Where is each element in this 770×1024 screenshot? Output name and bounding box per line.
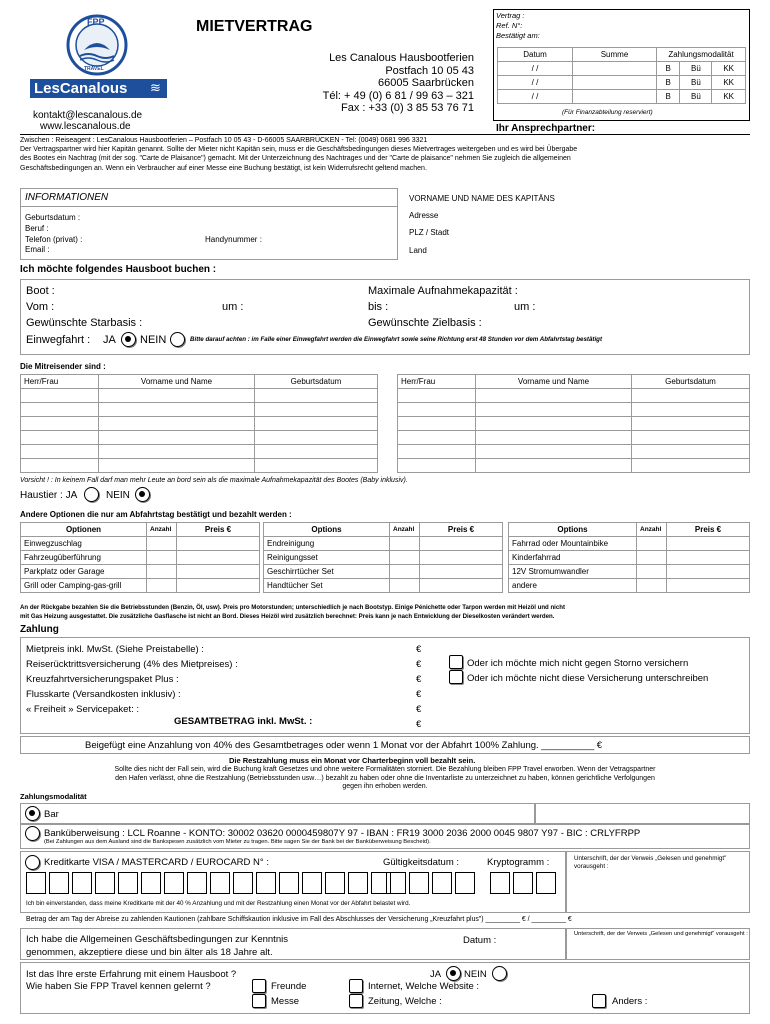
option-label: Kinderfahrrad <box>509 551 637 565</box>
col-header-price: Preis € <box>177 523 260 537</box>
payment-header-sum: Summe <box>573 48 657 62</box>
company-city: 66005 Saarbrücken <box>377 77 474 90</box>
passenger-cell[interactable] <box>255 389 378 403</box>
payment-line: Mietpreis inkl. MwSt. (Siehe Preistabelle) : <box>26 644 204 655</box>
option-price[interactable] <box>177 537 260 551</box>
first-experience-question: Ist das Ihre erste Erfahrung mit einem Hausboot ? <box>26 969 237 980</box>
passenger-cell[interactable] <box>476 445 632 459</box>
passenger-cell[interactable] <box>632 445 750 459</box>
euro-sign: € <box>416 644 422 655</box>
option-qty[interactable] <box>637 537 667 551</box>
fair-checkbox[interactable] <box>252 994 266 1008</box>
payment-sum[interactable] <box>573 90 657 104</box>
intro-line: Der Vertragspartner wird hier Kapitän genannt. Sollte der Mieter nicht Kapitän sein, muss er die Geschäftsbedingungen dieses Mietvertrages weitergeben und es wird bei Übergabe <box>20 146 578 154</box>
option-qty[interactable] <box>637 565 667 579</box>
passenger-cell[interactable] <box>476 389 632 403</box>
passenger-cell[interactable] <box>476 403 632 417</box>
option-price[interactable] <box>667 565 750 579</box>
option-qty[interactable] <box>390 565 420 579</box>
from-time-field[interactable]: um : <box>222 301 244 313</box>
payment-mode-kk[interactable]: KK <box>712 76 746 90</box>
options-table-1 <box>20 522 260 593</box>
contract-meta <box>496 11 540 41</box>
payment-sum[interactable] <box>573 62 657 76</box>
passenger-cell[interactable] <box>398 403 476 417</box>
payment-date[interactable]: / / <box>498 90 573 104</box>
passenger-cell[interactable] <box>632 459 750 473</box>
bank-transfer-radio[interactable] <box>25 826 40 841</box>
passenger-cell[interactable] <box>476 431 632 445</box>
options-table-3 <box>508 522 750 593</box>
to-time-field[interactable]: um : <box>514 301 536 313</box>
passenger-cell[interactable] <box>398 445 476 459</box>
pet-no-radio[interactable] <box>135 487 150 502</box>
pet-yes-radio[interactable] <box>84 487 99 502</box>
option-price[interactable] <box>420 565 503 579</box>
no-storno-label: Oder ich möchte mich nicht gegen Storno versichern <box>467 658 689 669</box>
profession-field[interactable]: Beruf : <box>25 224 49 233</box>
option-label: Parkplatz oder Garage <box>21 565 147 579</box>
first-experience-no-label: NEIN <box>464 969 487 980</box>
card-crypto-input[interactable] <box>490 872 556 894</box>
options-note-line: An der Rückgabe bezahlen Sie die Betriebsstunden (Benzin, Öl, usw). Preis pro Motorstunden; unterschiedlich je nach Bootstyp. Einige Pénichette oder Tarpon werden mit Heizöl und nicht <box>20 604 566 611</box>
passenger-cell[interactable] <box>99 459 255 473</box>
col-header-price: Preis € <box>667 523 750 537</box>
info-heading: INFORMATIONEN <box>25 192 109 203</box>
option-label: Handtücher Set <box>264 579 390 593</box>
option-qty[interactable] <box>147 579 177 593</box>
deposit-kaution[interactable]: Betrag der am Tag der Abreise zu zahlenden Kautionen (zahlbare Schiffskaution inklusive im Fall des Abschlusses der Versicherung „Kreuzfahrt plus") _________ € / _________ € <box>26 916 572 923</box>
option-label: Einwegzuschlag <box>21 537 147 551</box>
pet-no-label: NEIN <box>106 490 130 501</box>
payment-date[interactable]: / / <box>498 76 573 90</box>
passenger-cell[interactable] <box>21 403 99 417</box>
col-header-title: Herr/Frau <box>21 375 99 389</box>
option-label: Grill oder Camping-gas-grill <box>21 579 147 593</box>
rest-heading: Die Restzahlung muss ein Monat vor Charterbeginn voll bezahlt sein. <box>229 756 476 765</box>
end-base-field[interactable]: Gewünschte Zielbasis : <box>368 317 482 329</box>
deposit-text[interactable]: Beigefügt eine Anzahlung von 40% des Gesamtbetrages oder wenn 1 Monat vor der Abfahrt 100% Zahlung. __________ € <box>85 740 603 751</box>
internet-checkbox[interactable] <box>349 979 363 993</box>
payment-sum[interactable] <box>573 76 657 90</box>
booking-heading: Ich möchte folgendes Hausboot buchen : <box>20 264 217 275</box>
option-label: Fahrrad oder Mountainbike <box>509 537 637 551</box>
intro-text <box>20 136 750 173</box>
other-label: Anders : <box>612 996 648 1007</box>
passenger-cell[interactable] <box>21 459 99 473</box>
boat-field[interactable]: Boot : <box>26 285 55 297</box>
vertrag-label: Vertrag : <box>496 11 525 20</box>
captain-name-field[interactable]: VORNAME UND NAME DES KAPITÄNS <box>409 194 555 203</box>
payment-mode-b[interactable]: B <box>657 76 680 90</box>
how-found-question: Wie haben Sie FPP Travel kennen gelernt ? <box>26 981 211 992</box>
payment-heading: Zahlung <box>20 624 59 635</box>
euro-column <box>416 642 421 732</box>
terms-signature-note: Unterschrift, der der Verweis „Gelesen und genehmigt" vorausgeht : <box>574 931 748 937</box>
payment-lines <box>26 642 238 717</box>
passenger-cell[interactable] <box>99 431 255 445</box>
birthdate-field[interactable]: Geburtsdatum : <box>25 213 81 222</box>
page-title: MIETVERTRAG <box>196 18 313 35</box>
card-number-input[interactable] <box>26 872 391 894</box>
card-valid-label: Gültigkeitsdatum : <box>383 857 460 868</box>
cash-box-right <box>535 803 750 824</box>
credit-card-label: Kreditkarte VISA / MASTERCARD / EUROCARD N° : <box>44 857 269 868</box>
option-qty[interactable] <box>147 565 177 579</box>
payment-header-date: Datum <box>498 48 573 62</box>
passenger-cell[interactable] <box>99 417 255 431</box>
passenger-cell[interactable] <box>21 389 99 403</box>
passengers-table-left <box>20 374 378 473</box>
ref-label: Ref. N°: <box>496 21 523 30</box>
oneway-no-label: NEIN <box>140 334 167 346</box>
passenger-cell[interactable] <box>255 431 378 445</box>
card-signature-note: Unterschrift, der der Verweis „Gelesen und genehmigt" vorausgeht : <box>574 855 727 870</box>
friends-checkbox[interactable] <box>252 979 266 993</box>
payment-line: Flusskarte (Versandkosten inklusiv) : <box>26 689 181 700</box>
passenger-cell[interactable] <box>632 431 750 445</box>
option-qty[interactable] <box>390 537 420 551</box>
col-header-option: Options <box>509 523 637 537</box>
option-label: Reinigungsset <box>264 551 390 565</box>
rest-line: Sollte dies nicht der Fall sein, wird die Buchung kraft Gesetzes und ohne weitere Formalitäten storniert. Die Bezahlung bleiben FPP Travel erworben. Wenn der Vetragspartner <box>114 766 656 773</box>
passenger-cell[interactable] <box>632 389 750 403</box>
to-date-field[interactable]: bis : <box>368 301 389 313</box>
payment-header-mode: Zahlungsmodalität <box>657 48 746 62</box>
option-price[interactable] <box>667 579 750 593</box>
header-divider <box>20 134 750 135</box>
col-header-title: Herr/Frau <box>398 375 476 389</box>
passenger-cell[interactable] <box>99 389 255 403</box>
passenger-cell[interactable] <box>255 417 378 431</box>
col-header-qty: Anzahl <box>637 523 667 537</box>
company-address <box>280 52 474 115</box>
phone-field[interactable]: Telefon (privat) : <box>25 235 83 244</box>
oneway-note: Bitte darauf achten : im Falle einer Einwegfahrt werden die Einwegfahrt sowie seine Richtung erst 48 Stunden vor dem Abfahrtstag bestätigt <box>190 336 603 343</box>
payment-date[interactable]: / / <box>498 62 573 76</box>
option-price[interactable] <box>667 551 750 565</box>
newspaper-label: Zeitung, Welche : <box>368 996 442 1007</box>
pet-label: Haustier : JA <box>20 490 78 501</box>
passenger-cell[interactable] <box>398 389 476 403</box>
payment-mode-bu[interactable]: Bü <box>680 62 712 76</box>
passengers-table-right <box>397 374 750 473</box>
passenger-cell[interactable] <box>99 403 255 417</box>
other-checkbox[interactable] <box>592 994 606 1008</box>
card-valid-input[interactable] <box>386 872 475 894</box>
option-price[interactable] <box>420 579 503 593</box>
option-price[interactable] <box>177 565 260 579</box>
address-field[interactable]: Adresse <box>409 211 439 220</box>
cash-radio[interactable] <box>25 806 40 821</box>
first-experience-yes-label: JA <box>430 969 442 980</box>
no-insurance-checkbox[interactable] <box>449 670 463 684</box>
friends-label: Freunde <box>271 981 307 992</box>
intro-line: Geschäftsbedingungen an. Wenn ein Verbraucher auf einer Messe eine Buchung bestätigt, ist kein Widerrufsrecht geltend machen. <box>20 164 427 172</box>
payment-table <box>497 47 746 104</box>
company-tel: Tél: + 49 (0) 6 81 / 99 63 – 321 <box>322 89 474 102</box>
options-heading: Andere Optionen die nur am Abfahrtstag bestätigt und bezahlt werden : <box>20 510 292 519</box>
payment-mode-kk[interactable]: KK <box>712 62 746 76</box>
credit-card-radio[interactable] <box>25 855 40 870</box>
euro-sign: € <box>416 704 422 715</box>
logo-text-top: FPP <box>87 17 105 27</box>
option-label: andere <box>509 579 637 593</box>
col-header-name: Vorname und Name <box>99 375 255 389</box>
oneway-no-radio[interactable] <box>170 332 185 347</box>
zip-city-field[interactable]: PLZ / Stadt <box>409 228 450 237</box>
euro-sign: € <box>416 674 422 685</box>
company-postfach: Postfach 10 05 43 <box>385 64 474 77</box>
header-website[interactable]: www.lescanalous.de <box>40 121 131 132</box>
header-email[interactable]: kontakt@lescanalous.de <box>33 110 143 121</box>
card-crypto-label: Kryptogramm : <box>487 857 550 868</box>
passenger-cell[interactable] <box>398 431 476 445</box>
capacity-field[interactable]: Maximale Aufnahmekapazität : <box>368 285 518 297</box>
col-header-name: Vorname und Name <box>476 375 632 389</box>
email-field[interactable]: Email : <box>25 245 50 254</box>
col-header-birthdate: Geburtsdatum <box>255 375 378 389</box>
from-date-field[interactable]: Vom : <box>26 301 55 313</box>
confirmed-label: Bestätigt am: <box>496 31 540 40</box>
passenger-cell[interactable] <box>21 417 99 431</box>
cash-box <box>20 803 535 824</box>
company-name: Les Canalous Hausbootferien <box>329 52 474 64</box>
passengers-heading: Die Mitreisender sind : <box>20 362 106 371</box>
start-base-field[interactable]: Gewünschte Starbasis : <box>26 317 143 329</box>
payment-line: Reiserücktrittsversicherung (4% des Mietpreises) : <box>26 659 238 670</box>
col-header-option: Optionen <box>21 523 147 537</box>
passenger-cell[interactable] <box>476 417 632 431</box>
passenger-cell[interactable] <box>632 417 750 431</box>
col-header-qty: Anzahl <box>147 523 177 537</box>
option-label: Geschirrtücher Set <box>264 565 390 579</box>
intro-line: Zwischen : Reiseagent : LesCanalous Hausbootferien – Postfach 10 05 43 - D-66005 SAARBRÜCKEN - Tel: (0049) 0681 996 3321 <box>20 137 428 144</box>
capacity-warning: Vorsicht ! : In keinem Fall darf man mehr Leute an bord sein als die maximale Aufnahmekapazität des Bootes (Baby inklusiv). <box>20 477 408 484</box>
col-header-option: Options <box>264 523 390 537</box>
euro-sign: € <box>416 659 422 670</box>
passenger-cell[interactable] <box>398 417 476 431</box>
option-qty[interactable] <box>147 537 177 551</box>
bank-transfer-label: Banküberweisung : LCL Roanne - KONTO: 30002 03620 0000459807Y 97 - IBAN : FR19 3000 2036 2000 0045 9807 Y97 - BIC : CRLYFRPP <box>44 828 641 839</box>
oneway-yes-label: JA <box>103 334 116 346</box>
intro-line: des Bootes ein Nachtrag (mit der sog. "Carte de Plaisance") gemacht. Mit der Unterzeichnung des Nachtrages und der "Carte de plaisance" nehmen Sie zugleich die allgemeinen <box>20 155 571 163</box>
option-price[interactable] <box>420 537 503 551</box>
finance-note: (Für Finanzabteilung reserviert) <box>562 109 653 116</box>
payment-mode-kk[interactable]: KK <box>712 90 746 104</box>
col-header-price: Preis € <box>420 523 503 537</box>
info-divider <box>20 206 398 207</box>
col-header-birthdate: Geburtsdatum <box>632 375 750 389</box>
bank-note: (Bei Zahlungen aus dem Ausland sind die Bankspesen zusätzlich vom Mieter zu tragen. Bitte sagen Sie der Bank bei der Banküberweisung Bescheid). <box>44 839 431 845</box>
option-price[interactable] <box>420 551 503 565</box>
payment-line: « Freiheit » Servicepaket: : <box>26 704 139 715</box>
wave-icon: ≋ <box>150 80 161 95</box>
payment-mode-b[interactable]: B <box>657 62 680 76</box>
no-storno-checkbox[interactable] <box>449 655 463 669</box>
payment-mode-bu[interactable]: Bü <box>680 76 712 90</box>
option-price[interactable] <box>177 551 260 565</box>
option-qty[interactable] <box>637 579 667 593</box>
passenger-cell[interactable] <box>21 445 99 459</box>
option-qty[interactable] <box>147 551 177 565</box>
passenger-cell[interactable] <box>21 431 99 445</box>
euro-sign: € <box>416 719 422 730</box>
terms-line-1: Ich habe die Allgemeinen Geschäftsbedingungen zur Kenntnis <box>26 934 288 945</box>
payment-mode-heading: Zahlungsmodalität <box>20 792 87 801</box>
first-experience-no-radio[interactable] <box>492 966 507 981</box>
options-note-line: mit Gas Heizung ausgestattet. Die zusätzliche Gasflasche ist nicht an Bord. Dieses Heizöl wird zusätzlich berechnet: Preis kann je nach Entwicklung der Dieselkosten verändert werden. <box>20 612 555 620</box>
passenger-cell[interactable] <box>476 459 632 473</box>
first-experience-yes-radio[interactable] <box>446 966 461 981</box>
fair-label: Messe <box>271 996 299 1007</box>
option-label: Fahrzeugüberführung <box>21 551 147 565</box>
total-label: GESAMTBETRAG inkl. MwSt. : <box>174 716 313 727</box>
rest-line: den Hafen verlässt, ohne die Restzahlung (Betriebsstunden usw…) bezahlt zu haben oder ohne die Inventarliste zu unterzeichnet zu haben, können gerichtliche Verfolgungen <box>115 774 655 782</box>
rest-line: gegen ihn erhoben werden. <box>342 783 428 790</box>
passenger-cell[interactable] <box>255 403 378 417</box>
lescanalous-brand-name: LesCanalous <box>34 80 128 97</box>
euro-sign: € <box>416 689 422 700</box>
passenger-cell[interactable] <box>255 445 378 459</box>
newspaper-checkbox[interactable] <box>349 994 363 1008</box>
passenger-cell[interactable] <box>99 445 255 459</box>
oneway-label: Einwegfahrt : <box>26 334 91 346</box>
internet-label: Internet, Welche Website : <box>368 981 480 992</box>
payment-line: Kreuzfahrtversicherungspaket Plus : <box>26 674 179 685</box>
card-consent: Ich bin einverstanden, dass meine Kreditkarte mit der 40 % Anzahlung und mit der Restzahlung einen Monat vor der Abfahrt belastet wird. <box>26 900 411 907</box>
option-price[interactable] <box>667 537 750 551</box>
mobile-field[interactable]: Handynummer : <box>205 235 262 244</box>
terms-date-field[interactable]: Datum : <box>463 935 497 946</box>
options-table-2 <box>263 522 503 593</box>
option-qty[interactable] <box>637 551 667 565</box>
no-insurance-label: Oder ich möchte nicht diese Versicherung unterschreiben <box>467 673 709 684</box>
options-notes <box>20 604 565 621</box>
rest-text <box>20 766 750 792</box>
col-header-qty: Anzahl <box>390 523 420 537</box>
option-qty[interactable] <box>390 579 420 593</box>
passenger-cell[interactable] <box>398 459 476 473</box>
cash-label: Bar <box>44 809 59 820</box>
option-price[interactable] <box>177 579 260 593</box>
option-label: 12V Stromumwandler <box>509 565 637 579</box>
country-field[interactable]: Land <box>409 246 427 255</box>
passenger-cell[interactable] <box>255 459 378 473</box>
option-label: Endreinigung <box>264 537 390 551</box>
logo-text-bottom: TRAVEL <box>84 66 104 72</box>
payment-mode-bu[interactable]: Bü <box>680 90 712 104</box>
company-fax: Fax : +33 (0) 3 85 53 76 71 <box>340 102 474 115</box>
option-qty[interactable] <box>390 551 420 565</box>
passenger-cell[interactable] <box>632 403 750 417</box>
oneway-yes-radio[interactable] <box>121 332 136 347</box>
contact-person-label: Ihr Ansprechpartner: <box>496 123 596 134</box>
terms-line-2: genommen, akzeptiere diese und bin älter als 18 Jahre alt. <box>26 947 273 958</box>
payment-mode-b[interactable]: B <box>657 90 680 104</box>
